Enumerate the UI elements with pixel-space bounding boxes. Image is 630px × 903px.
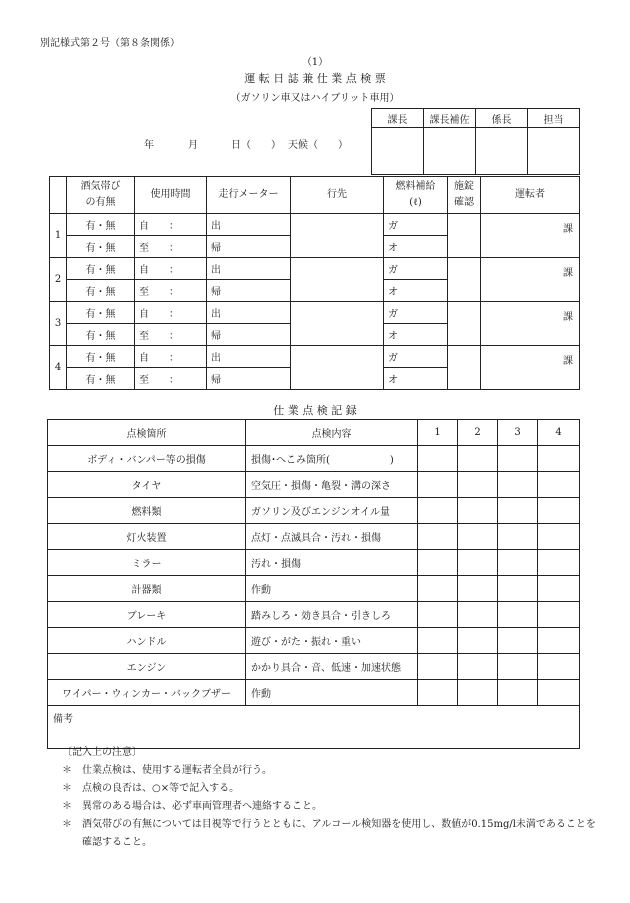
inspection-part: ワイパー・ウィンカー・バックブザー xyxy=(48,680,246,706)
result-cell[interactable] xyxy=(418,446,458,472)
result-cell[interactable] xyxy=(538,550,580,576)
destination-cell[interactable] xyxy=(291,346,384,390)
stamp-box[interactable] xyxy=(424,128,476,175)
inspection-part: 計器類 xyxy=(48,576,246,602)
day-header: 1 xyxy=(418,420,458,446)
time-to[interactable]: 至 ： xyxy=(135,236,207,258)
form-title: 運 転 日 誌 兼 仕 業 点 検 票 xyxy=(244,72,386,85)
meter-back[interactable]: 帰 xyxy=(207,236,291,258)
alcohol-check[interactable]: 有・無 xyxy=(67,280,135,302)
result-cell[interactable] xyxy=(498,472,538,498)
result-cell[interactable] xyxy=(538,628,580,654)
result-cell[interactable] xyxy=(458,680,498,706)
meter-back[interactable]: 帰 xyxy=(207,324,291,346)
destination-header: 行先 xyxy=(291,177,384,214)
inspection-content: かかり具合・音、低速・加速状態 xyxy=(246,654,418,680)
driver-header: 運転者 xyxy=(481,177,580,214)
inspection-part: ハンドル xyxy=(48,628,246,654)
result-cell[interactable] xyxy=(498,602,538,628)
result-cell[interactable] xyxy=(418,654,458,680)
inspection-part: 燃料類 xyxy=(48,498,246,524)
result-cell[interactable] xyxy=(418,550,458,576)
time-from[interactable]: 自 ： xyxy=(135,214,207,236)
inspection-table xyxy=(47,419,580,749)
note-bullet: ＊ xyxy=(62,765,72,776)
date-year-label: 年 xyxy=(144,140,154,151)
date-month-label: 月 xyxy=(188,140,198,151)
result-cell[interactable] xyxy=(538,472,580,498)
destination-cell[interactable] xyxy=(291,214,384,258)
fuel-gasoline[interactable]: ガ xyxy=(384,258,448,280)
meter-back[interactable]: 帰 xyxy=(207,368,291,390)
result-cell[interactable] xyxy=(498,524,538,550)
result-cell[interactable] xyxy=(418,524,458,550)
result-cell[interactable] xyxy=(418,498,458,524)
inspection-content: 踏みしろ・効き具合・引きしろ xyxy=(246,602,418,628)
fuel-oil[interactable]: オ xyxy=(384,324,448,346)
page-number: （1） xyxy=(301,57,329,68)
meter-out[interactable]: 出 xyxy=(207,346,291,368)
result-cell[interactable] xyxy=(538,602,580,628)
remarks-field[interactable] xyxy=(48,706,580,749)
destination-cell[interactable] xyxy=(291,258,384,302)
result-cell[interactable] xyxy=(538,654,580,680)
day-header: 3 xyxy=(498,420,538,446)
inspection-content: 汚れ・損傷 xyxy=(246,550,418,576)
inspection-content: 空気圧・損傷・亀裂・溝の深さ xyxy=(246,472,418,498)
inspection-part: ボディ・バンパー等の損傷 xyxy=(48,446,246,472)
alcohol-check[interactable]: 有・無 xyxy=(67,368,135,390)
inspection-content: 作動 xyxy=(246,576,418,602)
fuel-gasoline[interactable]: ガ xyxy=(384,346,448,368)
day-header: 2 xyxy=(458,420,498,446)
result-cell[interactable] xyxy=(538,498,580,524)
inspection-content: 遊び・がた・振れ・重い xyxy=(246,628,418,654)
approval-header: 係長 xyxy=(476,109,528,128)
approval-header: 課長補佐 xyxy=(424,109,476,128)
inspection-part: タイヤ xyxy=(48,472,246,498)
part-header: 点検箇所 xyxy=(48,420,246,446)
form-number: 別記様式第２号（第８条関係） xyxy=(40,38,180,49)
stamp-box[interactable] xyxy=(476,128,528,175)
alcohol-check[interactable]: 有・無 xyxy=(67,258,135,280)
meter-out[interactable]: 出 xyxy=(207,258,291,280)
lock-header: 施錠 確認 xyxy=(448,177,481,214)
time-from[interactable]: 自 ： xyxy=(135,302,207,324)
result-cell[interactable] xyxy=(498,446,538,472)
fuel-oil[interactable]: オ xyxy=(384,236,448,258)
weather-label: 天候（ ） xyxy=(288,140,348,151)
result-cell[interactable] xyxy=(458,602,498,628)
note-item: ＊ 酒気帯びの有無については目視等で行うとともに、アルコール検知器を使用し、数値が0.15mg/l未満であることを確認すること。 xyxy=(62,816,602,852)
driver-cell[interactable]: 課 xyxy=(481,346,580,390)
inspection-content: 点灯・点滅具合・汚れ・損傷 xyxy=(246,524,418,550)
inspection-part: 灯火装置 xyxy=(48,524,246,550)
result-cell[interactable] xyxy=(458,628,498,654)
fuel-oil[interactable]: オ xyxy=(384,280,448,302)
alcohol-header: 酒気帯び の有無 xyxy=(67,177,135,214)
date-day-label: 日（ ） xyxy=(231,140,281,151)
result-cell[interactable] xyxy=(498,498,538,524)
result-cell[interactable] xyxy=(458,576,498,602)
result-cell[interactable] xyxy=(498,628,538,654)
inspection-title: 仕 業 点 検 記 録 xyxy=(273,404,357,417)
day-header: 4 xyxy=(538,420,580,446)
result-cell[interactable] xyxy=(458,524,498,550)
meter-out[interactable]: 出 xyxy=(207,302,291,324)
time-to[interactable]: 至 ： xyxy=(135,368,207,390)
no-header xyxy=(50,177,67,214)
note-item: ＊ 異常のある場合は、必ず車両管理者へ連絡すること。 xyxy=(62,798,602,816)
fuel-oil[interactable]: オ xyxy=(384,368,448,390)
alcohol-check[interactable]: 有・無 xyxy=(67,236,135,258)
inspection-content: ガソリン及びエンジンオイル量 xyxy=(246,498,418,524)
time-from[interactable]: 自 ： xyxy=(135,346,207,368)
alcohol-check[interactable]: 有・無 xyxy=(67,302,135,324)
note-item: ＊ 仕業点検は、使用する運転者全員が行う。 xyxy=(62,762,602,780)
inspection-content: 損傷･へこみ箇所( ) xyxy=(246,446,418,472)
notes-section xyxy=(62,744,602,852)
row-number: 3 xyxy=(50,302,67,346)
result-cell[interactable] xyxy=(458,472,498,498)
result-cell[interactable] xyxy=(538,680,580,706)
time-to[interactable]: 至 ： xyxy=(135,280,207,302)
stamp-box[interactable] xyxy=(528,128,580,175)
result-cell[interactable] xyxy=(498,576,538,602)
result-cell[interactable] xyxy=(458,550,498,576)
form-subtitle: （ガソリン車又はハイブリット車用） xyxy=(230,93,400,104)
meter-header: 走行メーター xyxy=(207,177,291,214)
driver-cell[interactable]: 課 xyxy=(481,214,580,258)
driver-cell[interactable]: 課 xyxy=(481,302,580,346)
alcohol-check[interactable]: 有・無 xyxy=(67,214,135,236)
time-to[interactable]: 至 ： xyxy=(135,324,207,346)
row-number: 2 xyxy=(50,258,67,302)
inspection-part: ミラー xyxy=(48,550,246,576)
result-cell[interactable] xyxy=(538,446,580,472)
time-from[interactable]: 自 ： xyxy=(135,258,207,280)
meter-out[interactable]: 出 xyxy=(207,214,291,236)
remarks-label: 備考 xyxy=(53,714,73,725)
note-bullet: ＊ xyxy=(62,801,72,812)
result-cell[interactable] xyxy=(458,654,498,680)
meter-back[interactable]: 帰 xyxy=(207,280,291,302)
driving-log-table xyxy=(49,176,580,390)
lock-cell[interactable] xyxy=(448,346,481,390)
note-bullet: ＊ xyxy=(62,819,72,830)
inspection-content: 作動 xyxy=(246,680,418,706)
alcohol-check[interactable]: 有・無 xyxy=(67,324,135,346)
result-cell[interactable] xyxy=(418,602,458,628)
fuel-gasoline[interactable]: ガ xyxy=(384,302,448,324)
inspection-part: エンジン xyxy=(48,654,246,680)
result-cell[interactable] xyxy=(458,498,498,524)
result-cell[interactable] xyxy=(498,680,538,706)
result-cell[interactable] xyxy=(498,550,538,576)
stamp-box[interactable] xyxy=(372,128,424,175)
row-number: 1 xyxy=(50,214,67,258)
fuel-header: 燃料補給 (ℓ) xyxy=(384,177,448,214)
lock-cell[interactable] xyxy=(448,258,481,302)
alcohol-check[interactable]: 有・無 xyxy=(67,346,135,368)
lock-cell[interactable] xyxy=(448,214,481,258)
result-cell[interactable] xyxy=(418,628,458,654)
result-cell[interactable] xyxy=(418,680,458,706)
note-bullet: ＊ xyxy=(62,783,72,794)
result-cell[interactable] xyxy=(498,654,538,680)
notes-heading: 〔記入上の注意〕 xyxy=(62,747,142,758)
approval-header: 担当 xyxy=(528,109,580,128)
destination-cell[interactable] xyxy=(291,302,384,346)
driver-cell[interactable]: 課 xyxy=(481,258,580,302)
content-header: 点検内容 xyxy=(246,420,418,446)
row-number: 4 xyxy=(50,346,67,390)
result-cell[interactable] xyxy=(538,576,580,602)
note-item: ＊ 点検の良否は、○×等で記入する。 xyxy=(62,780,602,798)
fuel-gasoline[interactable]: ガ xyxy=(384,214,448,236)
lock-cell[interactable] xyxy=(448,302,481,346)
approval-stamp-table xyxy=(371,108,580,175)
result-cell[interactable] xyxy=(418,472,458,498)
result-cell[interactable] xyxy=(538,524,580,550)
inspection-part: ブレーキ xyxy=(48,602,246,628)
result-cell[interactable] xyxy=(418,576,458,602)
time-header: 使用時間 xyxy=(135,177,207,214)
result-cell[interactable] xyxy=(458,446,498,472)
approval-header: 課長 xyxy=(372,109,424,128)
